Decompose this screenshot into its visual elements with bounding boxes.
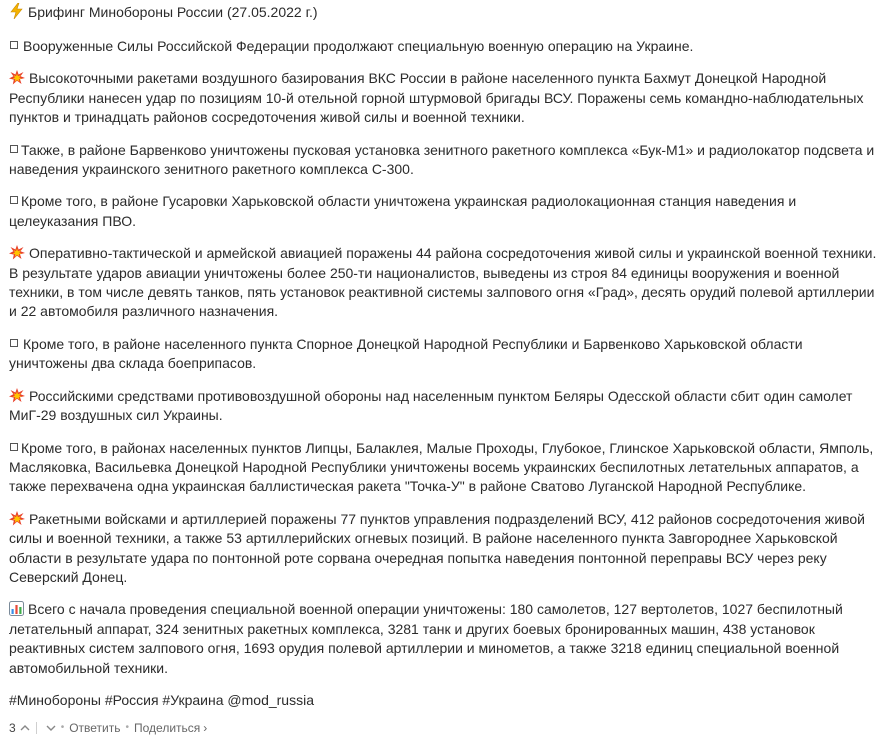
post-footer xyxy=(9,720,880,736)
dot-separator: • xyxy=(60,722,65,734)
white-square-bullet-icon xyxy=(10,196,18,204)
paragraph-1: Вооруженные Силы Российской Федерации продолжают специальную военную операцию на Украине. xyxy=(9,37,880,56)
paragraph-6: Кроме того, в районе населенного пункта Спорное Донецкой Народной Республики и Барвенково Харьковской области уничтожены два склада боеприпасов. xyxy=(9,335,803,372)
chevron-down-icon[interactable] xyxy=(46,721,56,735)
post-title: Брифинг Минобороны России (27.05.2022 г.) xyxy=(28,4,318,20)
paragraph-4: Кроме того, в районе Гусаровки Харьковской области уничтожена украинская радиолокационная станция наведения и целеуказания ПВО. xyxy=(9,193,797,229)
hashtags[interactable]: #Минобороны #Россия #Украина @mod_russia xyxy=(9,691,314,708)
footer-divider xyxy=(36,722,37,734)
paragraph-9: Ракетными войсками и артиллерией поражены 77 пунктов управления подразделений ВСУ, 412 районов сосредоточения живой силы и военной техники, а также 53 артиллерийских огневых позиций. В районе населенного пункта Завгороднее Харьковской области в результате удара по понтонной роте сорвана очередная попытка наведения понтонной переправы ВСУ через реку Северский Донец. xyxy=(9,510,865,585)
bar-chart-icon xyxy=(9,601,24,616)
reply-link[interactable]: Ответить xyxy=(69,720,121,735)
lightning-icon xyxy=(9,3,24,19)
collision-icon xyxy=(9,388,25,403)
chevron-up-icon[interactable] xyxy=(20,721,30,735)
paragraph-8: Кроме того, в районах населенных пунктов Липцы, Балаклея, Малые Проходы, Глубокое, Глинское Харьковской области, Ямполь, Масляковка, Васильевка Донецкой Народной Республики уничтожены восемь украинских беспилотных летательных аппаратов, а также перехвачена одна украинская баллистическая ракета "Точка-У" в районе Сватово Луганской Народной Республике. xyxy=(9,439,874,495)
reaction-count: 3 xyxy=(9,720,16,735)
white-square-bullet-icon xyxy=(10,443,18,451)
collision-icon xyxy=(9,511,25,526)
dot-separator: • xyxy=(125,722,130,734)
paragraph-5: Оперативно-тактической и армейской авиацией поражены 44 района сосредоточения живой силы и украинской военной техники. В результате ударов авиации уничтожены более 250-ти националистов, выведены из строя 84 единицы вооружения и военной техники, в том числе девять танков, пять установок реактивной системы залпового огня «Град», десять орудий полевой артиллерии и 22 автомобиля различного назначения. xyxy=(9,245,877,320)
white-square-bullet-icon xyxy=(10,41,18,49)
collision-icon xyxy=(9,70,25,85)
paragraph-10: Всего с начала проведения специальной военной операции уничтожены: 180 самолетов, 127 вертолетов, 1027 беспилотный летательный аппарат, 324 зенитных ракетных комплекса, 3281 танк и других боевых бронированных машин, 438 установок реактивных систем залпового огня, 1693 орудия полевой артиллерии и минометов, а также 3218 единиц специальной военной автомобильной техники. xyxy=(9,601,843,676)
collision-icon xyxy=(9,245,25,260)
paragraph-2: Высокоточными ракетами воздушного базирования ВКС России в районе населенного пункта Бахмут Донецкой Народной Республики нанесен удар по позициям 10-й отельной горной штурмовой бригады ВСУ. Поражены семь командно-наблюдательных пунктов и тринадцать районов сосредоточения живой силы и военной техники. xyxy=(9,70,864,126)
post-title-line xyxy=(9,3,880,22)
share-arrow-icon[interactable]: › xyxy=(203,720,208,735)
share-link[interactable]: Поделиться xyxy=(134,720,201,735)
white-square-bullet-icon xyxy=(10,145,18,153)
white-square-bullet-icon xyxy=(10,339,18,347)
paragraph-3: Также, в районе Барвенково уничтожены пусковая установка зенитного ракетного комплекса «Бук-М1» и радиолокатор подсвета и наведения украинского зенитного ракетного комплекса С-300. xyxy=(9,141,875,178)
paragraph-7: Российскими средствами противовоздушной обороны над населенным пунктом Беляры Одесской области сбит один самолет МиГ-29 воздушных сил Украины. xyxy=(9,387,853,424)
